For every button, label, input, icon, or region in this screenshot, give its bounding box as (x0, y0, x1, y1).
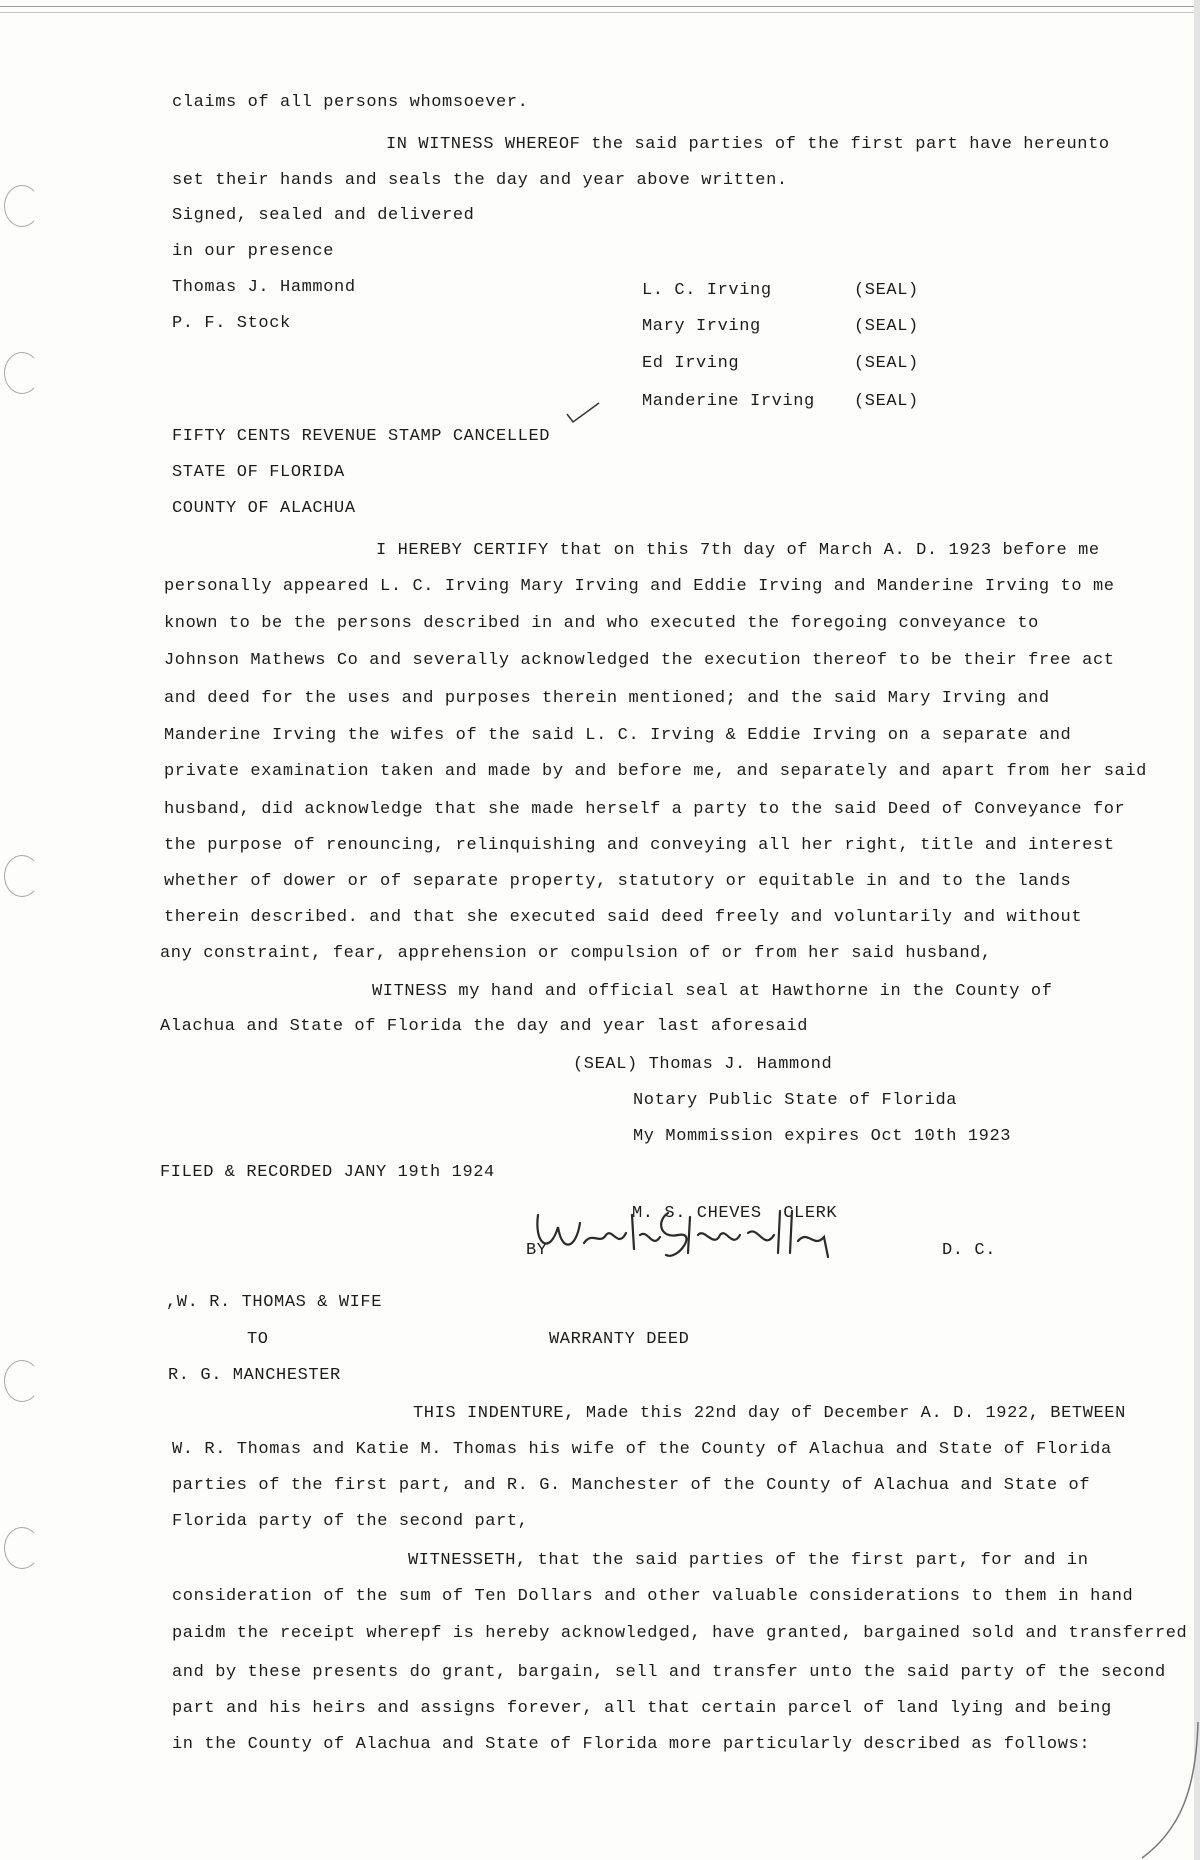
text-line: W. R. Thomas and Katie M. Thomas his wife of the County of Alachua and State of Florida (172, 1440, 1112, 1459)
text-line: part and his heirs and assigns forever, all that certain parcel of land lying and being (172, 1699, 1112, 1718)
by-label: BY (526, 1241, 548, 1260)
text-line: and deed for the uses and purposes therein mentioned; and the said Mary Irving and (164, 689, 1050, 708)
commission-expiry: My Mommission expires Oct 10th 1923 (633, 1127, 1012, 1146)
text-line: paidm the receipt wherepf is hereby acknowledged, have granted, bargained sold and transferred (172, 1624, 1188, 1643)
text-line: known to be the persons described in and who executed the foregoing conveyance to (164, 614, 1039, 633)
seal-mark: (SEAL) (854, 354, 919, 373)
grantor-signature-name: Manderine Irving (642, 392, 815, 411)
text-line: whether of dower or of separate property, statutory or equitable in and to the lands (164, 872, 1072, 891)
witness-name: Thomas J. Hammond (172, 278, 356, 297)
deed-type-heading: WARRANTY DEED (549, 1330, 690, 1349)
text-line: Florida party of the second part, (172, 1512, 529, 1531)
text-line: set their hands and seals the day and year above written. (172, 171, 788, 190)
text-line: THIS INDENTURE, Made this 22nd day of December A. D. 1922, BETWEEN (413, 1404, 1126, 1423)
top-edge-rule-secondary (0, 12, 1200, 13)
text-line: claims of all persons whomsoever. (172, 93, 529, 112)
parties-heading: TO (247, 1330, 269, 1349)
clerk-name: M. S. CHEVES CLERK (632, 1204, 838, 1223)
text-line: Alachua and State of Florida the day and year last aforesaid (160, 1017, 809, 1036)
parties-heading: R. G. MANCHESTER (168, 1366, 341, 1385)
text-line: private examination taken and made by and before me, and separately and apart from her said (164, 762, 1147, 781)
grantor-signature-name: L. C. Irving (642, 281, 772, 300)
text-line: in our presence (172, 242, 335, 261)
text-line: WITNESSETH, that the said parties of the first part, for and in (408, 1551, 1089, 1570)
text-line: Manderine Irving the wifes of the said L. C. Irving & Eddie Irving on a separate and (164, 726, 1072, 745)
page-curl-icon (1140, 1720, 1200, 1860)
page-edge-shadow (1194, 0, 1200, 1860)
grantor-signature-name: Mary Irving (642, 317, 761, 336)
text-line: husband, did acknowledge that she made herself a party to the said Deed of Conveyance for (164, 800, 1126, 819)
text-line: parties of the first part, and R. G. Manchester of the County of Alachua and State of (172, 1476, 1091, 1495)
grantor-signature-name: Ed Irving (642, 354, 740, 373)
notary-signature: (SEAL) Thomas J. Hammond (573, 1055, 833, 1074)
parties-heading: ,W. R. THOMAS & WIFE (166, 1293, 383, 1312)
text-line: IN WITNESS WHEREOF the said parties of the first part have hereunto (386, 135, 1110, 154)
deputy-clerk-label: D. C. (942, 1241, 997, 1260)
seal-mark: (SEAL) (854, 281, 919, 300)
text-line: STATE OF FLORIDA (172, 463, 345, 482)
seal-mark: (SEAL) (854, 392, 919, 411)
text-line: FIFTY CENTS REVENUE STAMP CANCELLED (172, 427, 551, 446)
check-mark-icon (565, 400, 601, 428)
binder-hole-icon (4, 1360, 40, 1402)
seal-mark: (SEAL) (854, 317, 919, 336)
binder-hole-icon (4, 855, 40, 897)
binder-hole-icon (4, 185, 40, 227)
text-line: Johnson Mathews Co and severally acknowledged the execution thereof to be their free act (164, 651, 1115, 670)
text-line: in the County of Alachua and State of Florida more particularly described as follows: (172, 1735, 1091, 1754)
text-line: and by these presents do grant, bargain, sell and transfer unto the said party of the second (172, 1663, 1166, 1682)
text-line: Signed, sealed and delivered (172, 206, 475, 225)
text-line: COUNTY OF ALACHUA (172, 499, 356, 518)
clerk-signature-icon (528, 1205, 848, 1265)
witness-name: P. F. Stock (172, 314, 291, 333)
top-edge-rule (0, 6, 1200, 7)
text-line: consideration of the sum of Ten Dollars and other valuable considerations to them in hand (172, 1587, 1134, 1606)
text-line: WITNESS my hand and official seal at Hawthorne in the County of (372, 982, 1053, 1001)
binder-hole-icon (4, 1527, 40, 1569)
text-line: the purpose of renouncing, relinquishing and conveying all her right, title and interest (164, 836, 1115, 855)
text-line: therein described. and that she executed said deed freely and voluntarily and without (164, 908, 1083, 927)
text-line: personally appeared L. C. Irving Mary Irving and Eddie Irving and Manderine Irving to me (164, 577, 1115, 596)
recording-date: FILED & RECORDED JANY 19th 1924 (160, 1163, 495, 1182)
text-line: I HEREBY CERTIFY that on this 7th day of March A. D. 1923 before me (376, 541, 1100, 560)
notary-title: Notary Public State of Florida (633, 1091, 958, 1110)
text-line: any constraint, fear, apprehension or compulsion of or from her said husband, (160, 944, 992, 963)
binder-hole-icon (4, 352, 40, 394)
